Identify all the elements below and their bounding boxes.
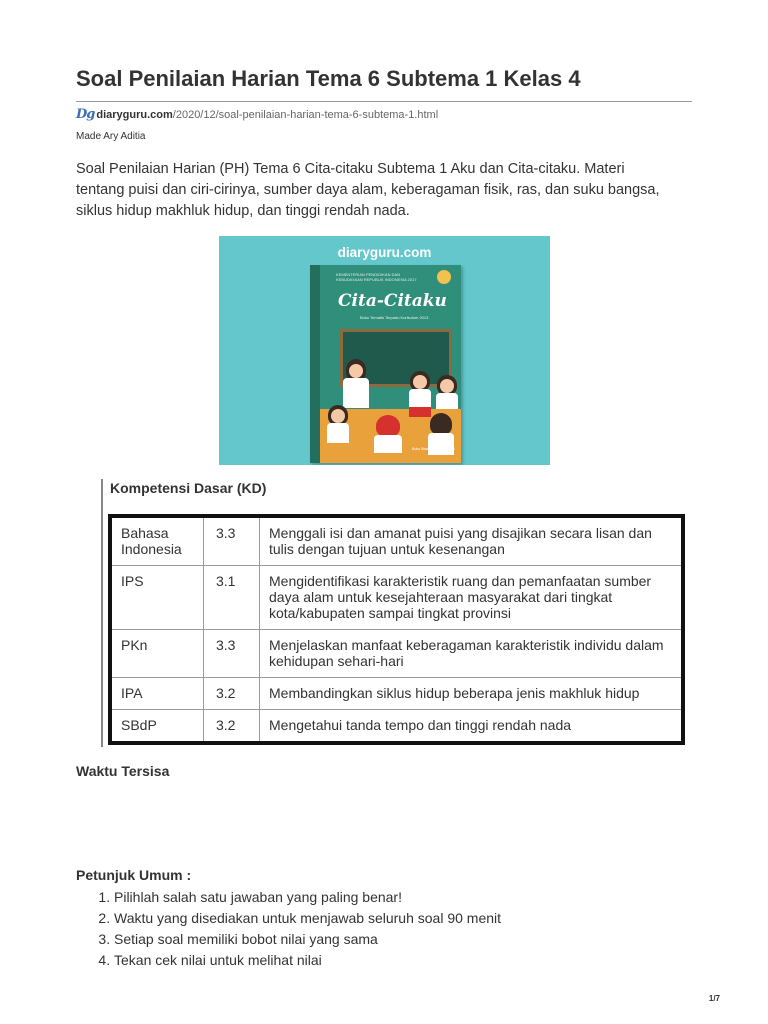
- list-item: 2. Waktu yang disediakan untuk menjawab seluruh soal 90 menit: [114, 908, 501, 929]
- kid-shirt-illustration: [409, 389, 431, 409]
- table-row: [110, 566, 683, 630]
- general-instructions-list: [76, 887, 501, 971]
- description-cell: Menjelaskan manfaat keberagaman karakteristik individu dalam kehidupan sehari-hari: [260, 630, 684, 678]
- description-cell: Mengidentifikasi karakteristik ruang dan pemanfaatan sumber daya alam untuk kesejahteraan masyarakat dari tingkat kota/kabupaten sampai tingkat provinsi: [260, 566, 684, 630]
- book-ministry-text: KEMENTERIAN PENDIDIKAN DAN KEBUDAYAAN REPUBLIK INDONESIA 2017: [336, 272, 417, 282]
- kid-face-illustration: [413, 375, 427, 389]
- kid-hat-illustration: [376, 415, 400, 437]
- section-vertical-rule: [101, 479, 103, 747]
- kid-shirt-illustration: [428, 433, 454, 455]
- table-row: [110, 710, 683, 744]
- book-cover: [310, 265, 461, 463]
- kid-hair-illustration: [430, 413, 452, 435]
- kid-face-illustration: [440, 379, 454, 393]
- list-item: 4. Tekan cek nilai untuk melihat nilai: [114, 950, 501, 971]
- remaining-time-label: Waktu Tersisa: [76, 763, 170, 779]
- site-domain: diaryguru.com: [96, 108, 173, 121]
- code-cell: 3.3: [204, 516, 260, 566]
- source-url[interactable]: [76, 107, 438, 122]
- book-title: Cita-Citaku: [338, 291, 447, 311]
- table-row: [110, 516, 683, 566]
- kd-section-title: Kompetensi Dasar (KD): [110, 480, 267, 496]
- intro-paragraph: Soal Penilaian Harian (PH) Tema 6 Cita-citaku Subtema 1 Aku dan Cita-citaku. Materi tentang puisi dan ciri-cirinya, sumber daya alam, keberagaman fisik, ras, dan suku bangsa, siklus hidup makhluk hidup, dan tinggi rendah nada.: [76, 161, 660, 219]
- kid-shirt-illustration: [436, 393, 458, 409]
- teacher-face-illustration: [349, 364, 363, 378]
- page-title: Soal Penilaian Harian Tema 6 Subtema 1 Kelas 4: [76, 66, 581, 91]
- site-logo-icon: Dg: [76, 107, 95, 122]
- code-cell: 3.3: [204, 630, 260, 678]
- book-subtitle: Buku Tematik Terpadu Kurikulum 2013: [360, 315, 429, 320]
- general-instructions-title: Petunjuk Umum :: [76, 867, 192, 883]
- author-name: Made Ary Aditia: [76, 131, 146, 142]
- title-divider: [76, 101, 692, 102]
- list-item: 1. Pilihlah salah satu jawaban yang paling benar!: [114, 887, 501, 908]
- teacher-uniform-illustration: [343, 378, 369, 408]
- page-number: 1/7: [708, 994, 720, 1003]
- description-cell: Mengetahui tanda tempo dan tinggi rendah nada: [260, 710, 684, 744]
- table-row: [110, 630, 683, 678]
- description-cell: Membandingkan siklus hidup beberapa jenis makhluk hidup: [260, 678, 684, 710]
- kid-face-illustration: [331, 409, 345, 423]
- site-path: /2020/12/soal-penilaian-harian-tema-6-subtema-1.html: [172, 108, 439, 121]
- code-cell: 3.2: [204, 678, 260, 710]
- kd-table: [108, 514, 685, 745]
- list-item: 3. Setiap soal memiliki bobot nilai yang sama: [114, 929, 501, 950]
- table-row: [110, 678, 683, 710]
- book-grade-tag: Buku Siswa SD/MI Kelas IV: [412, 447, 455, 451]
- kid-shirt-illustration: [327, 423, 349, 443]
- cover-site-watermark: diaryguru.com: [337, 245, 432, 260]
- description-cell: Menggali isi dan amanat puisi yang disajikan secara lisan dan tulis dengan tujuan untuk kesenangan: [260, 516, 684, 566]
- book-cover-image: [219, 236, 550, 465]
- subject-cell: Bahasa Indonesia: [110, 516, 204, 566]
- subject-cell: IPS: [110, 566, 204, 630]
- subject-cell: SBdP: [110, 710, 204, 744]
- kid-skirt-illustration: [409, 407, 431, 417]
- ministry-logo-icon: [437, 270, 451, 284]
- subject-cell: PKn: [110, 630, 204, 678]
- kid-shirt-illustration: [374, 435, 402, 453]
- code-cell: 3.2: [204, 710, 260, 744]
- subject-cell: IPA: [110, 678, 204, 710]
- code-cell: 3.1: [204, 566, 260, 630]
